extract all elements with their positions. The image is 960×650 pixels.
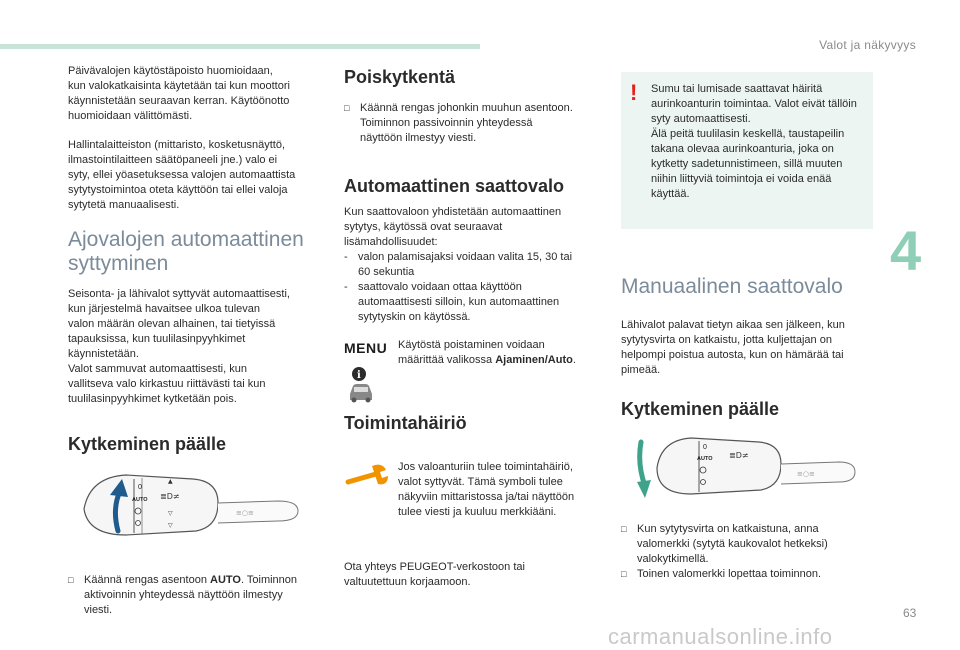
heading-auto-lighting: Ajovalojen automaattinen syttyminen — [68, 228, 304, 275]
heading-switch-on-2: Kytkeminen päälle — [621, 399, 780, 419]
light-stalk-illustration-2 — [621, 434, 861, 504]
column-3 — [621, 72, 873, 582]
svg-text:▽: ▽ — [168, 522, 173, 529]
heading-manual-follow-me: Manuaalinen saattovalo — [621, 275, 843, 298]
heading-switch-on-1: Kytkeminen päälle — [68, 434, 227, 454]
heading-auto-follow-me: Automaattinen saattovalo — [344, 176, 565, 196]
intro-paragraph-1: Päivävalojen käytöstäpoisto huomioidaan, kun valokatkaisinta käytetään tai kun moottori käynnistetään seuraavan kerran. Käytöönotto huomioidaan välittömästi. — [68, 65, 290, 122]
follow-me-option-1: - valon palamisajaksi voidaan valita 15, 30 tai 60 sekuntia — [344, 251, 573, 278]
column-1 — [68, 64, 320, 618]
bullet-flash-1: □ Kun sytytysvirta on katkaistuna, anna valomerkki (sytytä kaukovalot hetkeksi) valokytkimellä. — [621, 523, 828, 565]
info-note — [344, 366, 602, 404]
follow-me-intro: Kun saattovaloon yhdistetään automaattinen sytytys, käytössä ovat seuraavat lisämahdollisuudet: — [344, 206, 562, 248]
warning-box — [621, 72, 873, 229]
manual-follow-me-text: Lähivalot palavat tietyn aikaa sen jälkeen, kun sytytysvirta on katkaistu, jotta kuljettajan on helpompi poistua autosta, kun on hämärää tai pimeää. — [621, 319, 845, 376]
svg-text:▲: ▲ — [168, 478, 173, 485]
section-title: Valot ja näkyvyys — [819, 38, 916, 52]
chapter-number: 4 — [890, 219, 922, 282]
contact-text: Ota yhteys PEUGEOT-verkostoon tai valtuutettuun korjaamoon. — [344, 561, 525, 588]
svg-text:▽: ▽ — [168, 510, 173, 517]
auto-lighting-text: Seisonta- ja lähivalot syttyvät automaattisesti, kun järjestelmä havaitsee ulkoa tulevan valon määrän olevan alhainen, tai tietyissä tapauksissa, kun tuulilasinpyyhkimet käynnistetään. Valot sammuvat automaattisesti, kun vallitseva valo kirkastuu riittävästi tai kun tuulilasinpyyhkimet kytketään pois. — [68, 288, 290, 405]
bullet-switch-off: □ Käännä rengas johonkin muuhun asentoon. Toiminnon passivoinnin yhteydessä näyttöön ilmestyy viesti. — [344, 102, 573, 144]
checkbox-bullet-icon: □ — [68, 575, 74, 585]
menu-note — [344, 338, 602, 368]
stalk-label-auto: AUTO — [132, 497, 148, 503]
column-2 — [344, 64, 602, 590]
checkbox-bullet-icon: □ — [621, 569, 627, 579]
checkbox-bullet-icon: □ — [344, 103, 350, 113]
svg-text:≣D≠: ≣D≠ — [729, 451, 749, 460]
menu-label: MENU — [344, 340, 388, 356]
watermark: carmanualsonline.info — [608, 624, 833, 649]
menu-note-text: Käytöstä poistaminen voidaan määrittää valikossa Ajaminen/Auto. — [398, 339, 576, 366]
heading-switch-off: Poiskytkentä — [344, 67, 456, 87]
bullet-switch-auto: □ Käännä rengas asentoon AUTO. Toiminnon aktivoinnin yhteydessä näyttöön ilmestyy viesti. — [68, 574, 298, 616]
info-car-icon — [344, 366, 378, 404]
svg-text:i: i — [357, 370, 361, 381]
exclamation-icon: ! — [630, 80, 638, 105]
warning-text: Sumu tai lumisade saattavat häiritä aurinkoanturin toimintaa. Valot eivät tällöin syty automaattisesti. Älä peitä tuulilasin keskellä, taustapeilin takana olevaa aurinkoanturia, joka on kytketty sadetunnistimeen, sillä muuten niihin liittyviä toimintoja ei voida enää käyttää. — [651, 83, 857, 200]
svg-text:AUTO: AUTO — [697, 456, 713, 462]
svg-text:≡○≡: ≡○≡ — [236, 509, 254, 517]
malfunction-note — [344, 460, 602, 520]
wrench-icon — [344, 460, 398, 500]
stalk-label-zero: 0 — [138, 484, 142, 491]
heading-malfunction: Toimintahäiriö — [344, 413, 467, 433]
follow-me-option-2: - saattovalo voidaan ottaa käyttöön automaattisesti silloin, kun automaattinen sytytyskin on käytössä. — [344, 281, 560, 323]
checkbox-bullet-icon: □ — [621, 524, 627, 534]
header-accent-bar — [0, 44, 480, 49]
page-number: 63 — [903, 606, 917, 620]
intro-paragraph-2: Hallintalaitteiston (mittaristo, kosketusnäyttö, ilmastointilaitteen säätöpaneeli jne.) valo ei syty, ellei yöasetuksessa valojen automaattista sytytystoimintoa oteta käyttöön tai ellei valoja sytytetä manuaalisesti. — [68, 139, 296, 211]
bullet-flash-2: □ Toinen valomerkki lopettaa toiminnon. — [621, 568, 822, 580]
svg-text:≣D≠: ≣D≠ — [160, 492, 180, 501]
svg-text:≡○≡: ≡○≡ — [797, 470, 815, 478]
svg-text:0: 0 — [703, 444, 707, 451]
light-stalk-illustration-1 — [68, 469, 308, 551]
malfunction-text: Jos valoanturiin tulee toimintahäiriö, valot syttyvät. Tämä symboli tulee näkyviin mittaristossa ja/tai näyttöön tulee viesti ja kuuluu merkkiääni. — [398, 461, 575, 518]
